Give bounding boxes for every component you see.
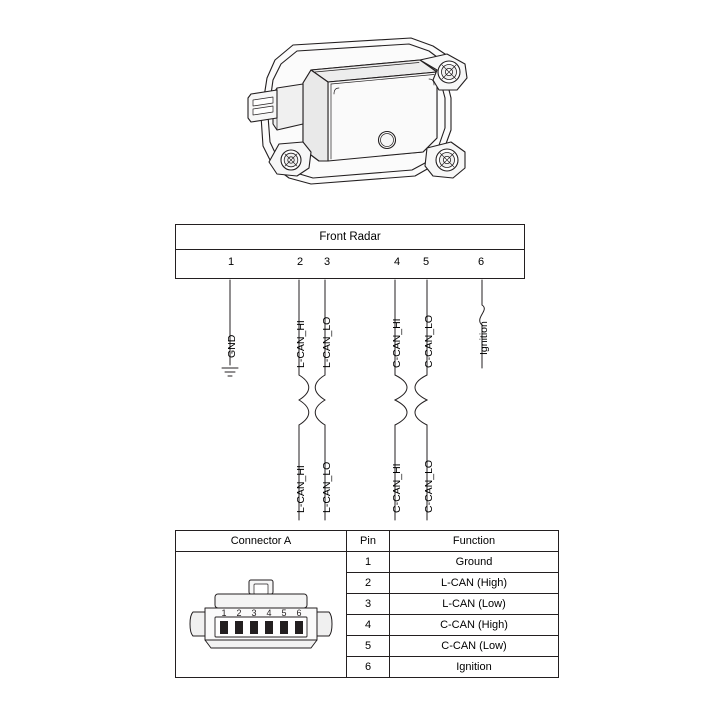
header-pin: Pin [347, 531, 390, 552]
twisted-pair-c-can-b [415, 375, 427, 425]
wire-label-ignition: Ignition [478, 321, 490, 355]
table-header-row [176, 531, 559, 552]
wire-label-gnd: GND [226, 334, 238, 358]
cell-pin: 5 [347, 636, 390, 657]
header-connector-a: Connector A [176, 531, 347, 552]
cell-function: L-CAN (Low) [390, 594, 559, 615]
connector-pin-1: 1 [221, 607, 227, 618]
wire-label-l-can-hi-bottom: L-CAN_HI [295, 465, 307, 513]
cell-function: C-CAN (High) [390, 615, 559, 636]
pin-number-1: 1 [227, 256, 235, 268]
cell-function: Ignition [390, 657, 559, 678]
wire-label-c-can-hi-bottom: C-CAN_HI [391, 463, 403, 513]
connector-pin-2: 2 [236, 607, 242, 618]
wire-label-c-can-lo-top: C-CAN_LO [423, 314, 435, 368]
twisted-pair-c-can-a [395, 375, 407, 425]
wire-label-c-can-lo-bottom: C-CAN_LO [423, 459, 435, 513]
connector-function-table [175, 530, 559, 678]
connector-illustration-cell [176, 552, 347, 678]
pin-number-3: 3 [323, 256, 331, 268]
cell-function: L-CAN (High) [390, 573, 559, 594]
pin-number-5: 5 [422, 256, 430, 268]
connector-pin-6: 6 [296, 607, 302, 618]
cell-function: Ground [390, 552, 559, 573]
cell-pin: 3 [347, 594, 390, 615]
front-radar-title: Front Radar [176, 225, 524, 250]
connector-pin-3: 3 [251, 607, 257, 618]
connector-pin-4: 4 [266, 607, 272, 618]
header-function: Function [390, 531, 559, 552]
wire-label-l-can-lo-bottom: L-CAN_LO [321, 461, 333, 513]
pin-number-6: 6 [477, 256, 485, 268]
cell-pin: 2 [347, 573, 390, 594]
pin-number-4: 4 [393, 256, 401, 268]
connector-pin-5: 5 [281, 607, 287, 618]
wire-label-l-can-lo-top: L-CAN_LO [321, 316, 333, 368]
cell-function: C-CAN (Low) [390, 636, 559, 657]
twisted-pair-l-can-a [299, 375, 309, 425]
connector-a-drawing [177, 560, 345, 670]
twisted-pair-l-can-b [315, 375, 325, 425]
pin-number-2: 2 [296, 256, 304, 268]
wire-label-c-can-hi-top: C-CAN_HI [391, 318, 403, 368]
wire-label-l-can-hi-top: L-CAN_HI [295, 320, 307, 368]
table-row [176, 552, 559, 573]
cell-pin: 1 [347, 552, 390, 573]
cell-pin: 6 [347, 657, 390, 678]
cell-pin: 4 [347, 615, 390, 636]
